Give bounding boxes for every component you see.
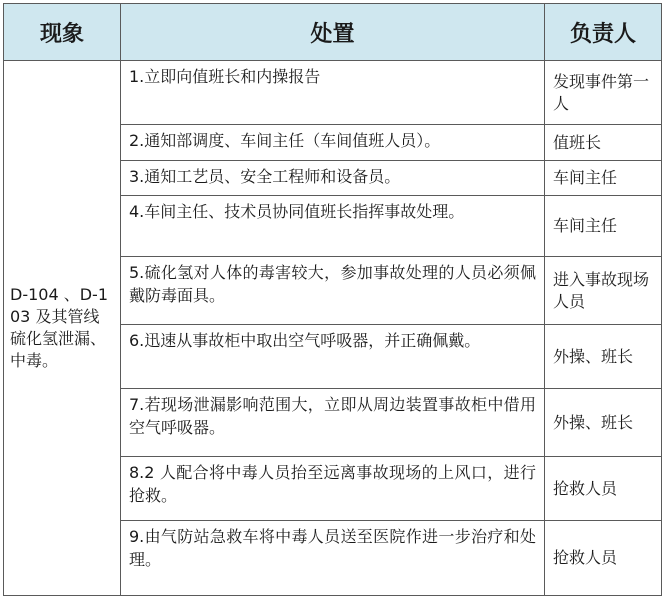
- owner-cell: 车间主任: [545, 161, 662, 196]
- step-cell: 9.由气防站急救车将中毒人员送至医院作进一步治疗和处理。: [121, 521, 545, 596]
- step-cell: 5.硫化氢对人体的毒害较大，参加事故处理的人员必须佩戴防毒面具。: [121, 257, 545, 325]
- header-handling: 处置: [121, 4, 545, 61]
- header-row: [4, 4, 662, 61]
- phenomenon-cell: D-104 、D-103 及其管线硫化氢泄漏、中毒。: [4, 61, 121, 596]
- owner-cell: 发现事件第一人: [545, 61, 662, 125]
- step-cell: 1.立即向值班长和内操报告: [121, 61, 545, 125]
- step-cell: 3.通知工艺员、安全工程师和设备员。: [121, 161, 545, 196]
- owner-cell: 值班长: [545, 125, 662, 161]
- step-cell: 6.迅速从事故柜中取出空气呼吸器，并正确佩戴。: [121, 325, 545, 389]
- header-phenomenon: 现象: [4, 4, 121, 61]
- step-cell: 2.通知部调度、车间主任（车间值班人员）。: [121, 125, 545, 161]
- header-owner: 负责人: [545, 4, 662, 61]
- table-row: [4, 61, 662, 125]
- step-cell: 4.车间主任、技术员协同值班长指挥事故处理。: [121, 196, 545, 257]
- owner-cell: 外操、班长: [545, 325, 662, 389]
- owner-cell: 进入事故现场人员: [545, 257, 662, 325]
- owner-cell: 抢救人员: [545, 457, 662, 521]
- emergency-response-table: [3, 3, 662, 596]
- owner-cell: 车间主任: [545, 196, 662, 257]
- step-cell: 7.若现场泄漏影响范围大，立即从周边装置事故柜中借用空气呼吸器。: [121, 389, 545, 457]
- step-cell: 8.2 人配合将中毒人员抬至远离事故现场的上风口，进行抢救。: [121, 457, 545, 521]
- owner-cell: 外操、班长: [545, 389, 662, 457]
- owner-cell: 抢救人员: [545, 521, 662, 596]
